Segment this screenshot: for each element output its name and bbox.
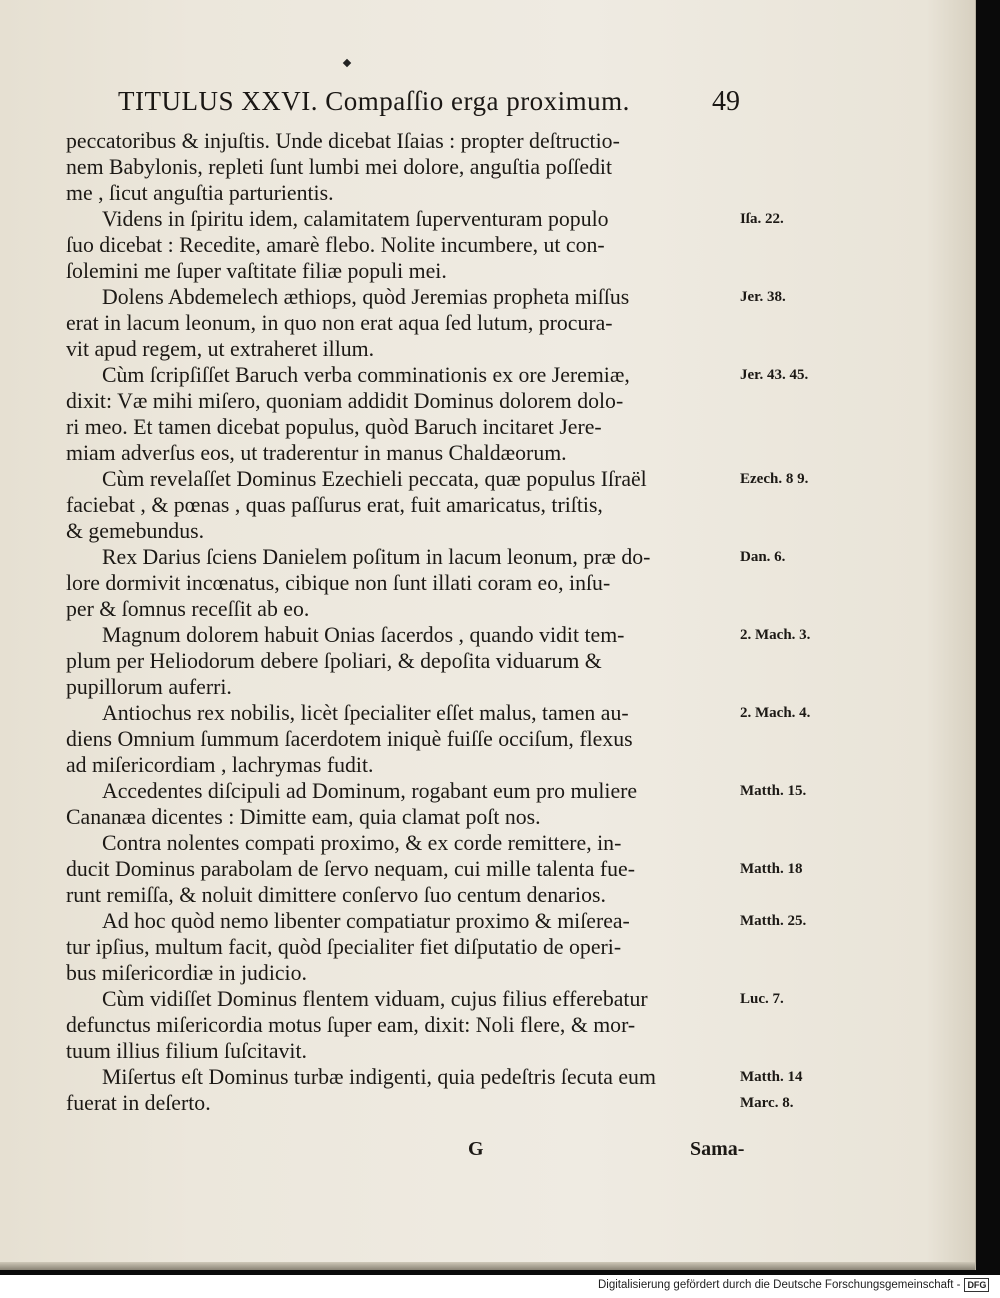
text-line: fuerat in deſerto. [66, 1091, 211, 1115]
text-line: per & ſomnus receſſit ab eo. [66, 597, 310, 621]
text-line: peccatoribus & injuſtis. Unde dicebat Iſaias : propter deſtructio- [66, 129, 620, 153]
text-line: erat in lacum leonum, in quo non erat aqua ſed lutum, procura- [66, 311, 613, 335]
text-line: plum per Heliodorum debere ſpoliari, & depoſita viduarum & [66, 649, 602, 673]
text-line: ducit Dominus parabolam de ſervo nequam, cui mille talenta fue- [66, 857, 635, 881]
text-line: Antiochus rex nobilis, licèt ſpecialiter eſſet malus, tamen au- [102, 701, 629, 725]
margin-note: Jer. 38. [740, 289, 786, 305]
text-line: pupillorum auferri. [66, 675, 232, 699]
body-text [66, 128, 756, 1116]
margin-note: Matth. 25. [740, 913, 807, 929]
text-line: Ad hoc quòd nemo libenter compatiatur proximo & miſerea- [102, 909, 630, 933]
text-line: Videns in ſpiritu idem, calamitatem ſuperventuram populo [102, 207, 609, 231]
page-number: 49 [712, 86, 740, 117]
margin-note: 2. Mach. 4. [740, 705, 811, 721]
margin-note: Jer. 43. 45. [740, 367, 809, 383]
text-line: ſolemini me ſuper vaſtitate filiæ populi mei. [66, 259, 447, 283]
text-line: ſuo dicebat : Recedite, amarè flebo. Nolite incumbere, ut con- [66, 233, 605, 257]
margin-note: Matth. 15. [740, 783, 807, 799]
dfg-logo: DFG [964, 1278, 989, 1292]
margin-note: Dan. 6. [740, 549, 786, 565]
text-line: diens Omnium ſummum ſacerdotem iniquè fuiſſe occiſum, flexus [66, 727, 633, 751]
text-line: dixit: Væ mihi miſero, quoniam addidit Dominus dolorem dolo- [66, 389, 624, 413]
text-line: tuum illius filium ſuſcitavit. [66, 1039, 307, 1063]
text-line: Miſertus eſt Dominus turbæ indigenti, quia pedeſtris ſecuta eum [102, 1065, 656, 1089]
running-head-title: TITULUS XXVI. Compaſſio erga proximum. [118, 86, 630, 116]
running-head [118, 86, 748, 122]
text-line: miam adverſus eos, ut traderentur in manus Chaldæorum. [66, 441, 567, 465]
text-line: Accedentes diſcipuli ad Dominum, rogabant eum pro muliere [102, 779, 638, 803]
credit-text: Digitalisierung gefördert durch die Deutsche Forschungsgemeinschaft - [598, 1279, 961, 1292]
text-line: Cùm vidiſſet Dominus flentem viduam, cujus filius efferebatur [102, 987, 648, 1011]
text-line: ri meo. Et tamen dicebat populus, quòd Baruch incitaret Jere- [66, 415, 602, 439]
margin-note: Matth. 14 [740, 1069, 803, 1085]
text-line: Cùm revelaſſet Dominus Ezechieli peccata, quæ populus Iſraël [102, 467, 647, 491]
text-line: nem Babylonis, repleti ſunt lumbi mei dolore, anguſtia poſſedit [66, 155, 613, 179]
text-line: faciebat , & pœnas , quas paſſurus erat, fuit amaricatus, triſtis, [66, 493, 603, 517]
margin-note: Luc. 7. [740, 991, 784, 1007]
text-line: ad miſericordiam , lachrymas fudit. [66, 753, 374, 777]
ink-mark [343, 59, 351, 67]
digitization-credit [598, 1278, 998, 1298]
text-line: Magnum dolorem habuit Onias ſacerdos , quando vidit tem- [102, 623, 625, 647]
margin-note: 2. Mach. 3. [740, 627, 811, 643]
text-line: lore dormivit incœnatus, cibique non ſunt illati coram eo, inſu- [66, 571, 611, 595]
catchword: Sama- [690, 1138, 745, 1160]
text-line: Contra nolentes compati proximo, & ex corde remittere, in- [102, 831, 622, 855]
text-line: tur ipſius, multum facit, quòd ſpecialiter fiet diſputatio de operi- [66, 935, 622, 959]
margin-note: Iſa. 22. [740, 211, 784, 227]
text-line: vit apud regem, ut extraheret illum. [66, 337, 375, 361]
text-line: Rex Darius ſciens Danielem poſitum in lacum leonum, præ do- [102, 545, 651, 569]
margin-note: Matth. 18 [740, 861, 803, 877]
signature-mark: G [468, 1138, 484, 1160]
margin-note: Marc. 8. [740, 1095, 794, 1111]
text-line: Dolens Abdemelech æthiops, quòd Jeremias propheta miſſus [102, 285, 630, 309]
margin-note: Ezech. 8 9. [740, 471, 809, 487]
text-line: me , ſicut anguſtia parturientis. [66, 181, 334, 205]
text-line: & gemebundus. [66, 519, 205, 543]
text-line: runt remiſſa, & noluit dimittere conſervo ſuo centum denarios. [66, 883, 606, 907]
text-line: Cùm ſcripſiſſet Baruch verba comminationis ex ore Jeremiæ, [102, 363, 630, 387]
text-line: defunctus miſericordia motus ſuper eam, dixit: Noli flere, & mor- [66, 1013, 636, 1037]
text-line: bus miſericordiæ in judicio. [66, 961, 307, 985]
page-edge-shadow [0, 1262, 975, 1270]
text-line: Cananæa dicentes : Dimitte eam, quia clamat poſt nos. [66, 805, 541, 829]
